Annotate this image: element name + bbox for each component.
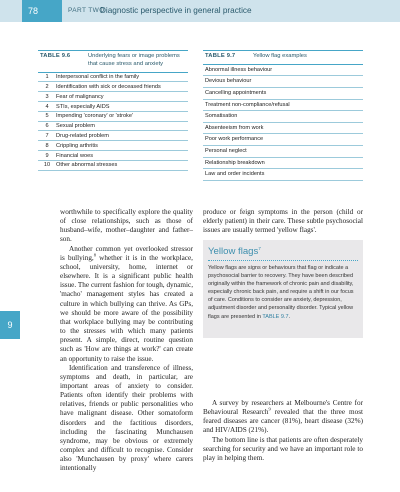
table-label: TABLE 9.7	[205, 53, 236, 59]
row-number: 5	[45, 113, 49, 120]
table-row	[38, 141, 188, 151]
table-reference-link[interactable]: TABLE 9.7	[262, 313, 289, 320]
part-label: PART TWO	[68, 7, 105, 14]
row-text: Impending 'coronary' or 'stroke'	[56, 113, 134, 120]
table-row	[203, 134, 363, 146]
table-9-7	[203, 50, 363, 181]
table-row	[38, 131, 188, 141]
table-row	[38, 82, 188, 92]
row-text: STIs, especially AIDS	[56, 103, 110, 110]
row-text: Interpersonal conflict in the family	[56, 74, 140, 81]
table-title: Underlying fears or image problems that cause stress and anxiety	[88, 53, 180, 67]
row-number: 2	[45, 83, 49, 90]
row-text: Fear of malignancy	[56, 93, 104, 100]
reference-superscript: 8	[93, 252, 96, 258]
row-text: Financial woes	[56, 152, 93, 159]
reference-superscript: 9	[268, 406, 271, 412]
row-text: Crippling arthritis	[56, 142, 98, 149]
table-row	[203, 100, 363, 112]
right-column-text-top	[203, 208, 363, 235]
chapter-title: Diagnostic perspective in general practice	[100, 6, 252, 15]
table-row	[38, 112, 188, 122]
row-number: 6	[45, 123, 49, 130]
table-row	[203, 76, 363, 88]
left-column-text	[60, 208, 193, 474]
table-row	[203, 88, 363, 100]
table-9-6	[38, 50, 188, 171]
text-span: revealed that the three most feared diseases are cancer (81%), heart disease (32%) and HIV/AIDS (21%).	[203, 408, 364, 435]
table-row	[203, 146, 363, 158]
table-row	[203, 65, 363, 77]
running-header	[0, 0, 400, 22]
row-text: Identification with sick or deceased friends	[56, 83, 161, 90]
row-number: 3	[45, 93, 49, 100]
paragraph: Identification and transference of illness, symptoms and death, in particular, are important areas of anxiety to consider. Patients often identify their problems with relatives, friends or public personalities who have malignant disease. Other somatoform disorders and the factitious disorders, including the fascinating Munchausen syndrome, may be obvious or extremely complex and difficult to recognise. Consider also 'Munchausen by proxy' where carers intentionally	[60, 363, 193, 473]
table-row	[38, 73, 188, 83]
text-span: Yellow flags are signs or behaviours that flag or indicate a psychosocial barrier to recovery. They have been described originally within the framework of chronic pain and disability, especially chronic back pain, and require a shift in our focus of care. Conditions to consider are anxiety, depression, adjustment disorder and personality disorder. Typical yellow flags are presented in	[208, 265, 354, 320]
text-span: whether it is in the workplace, school, university, home, internet or elsewhere. It is a significant public health issue. The current fashion for tough, dynamic, 'macho' management styles has created a culture in which bullying can thrive. As GPs, we should be more aware of the possibility that workplace bullying may be contributing to the stresses with which many patients present. A simple, direct, routine question such as 'How are things at work?' can create an opportunity to raise the issue.	[60, 253, 193, 363]
row-number: 7	[45, 132, 49, 139]
text-span: A survey by researchers at Melbourne's Centre for Behavioural Research	[203, 399, 363, 417]
row-text: Other abnormal stresses	[56, 162, 118, 169]
table-row	[203, 158, 363, 170]
reference-superscript: 7	[258, 245, 261, 251]
paragraph	[203, 399, 363, 436]
right-column-text-bottom	[203, 399, 363, 463]
table-header	[203, 50, 363, 65]
row-text: Devious behaviour	[205, 78, 252, 85]
row-text: Treatment non-compliance/refusal	[205, 101, 290, 108]
row-text: Drug-related problem	[56, 132, 109, 139]
row-text: Relationship breakdown	[205, 159, 265, 166]
paragraph	[60, 245, 193, 364]
row-number: 8	[45, 142, 49, 149]
text-span: .	[288, 313, 291, 320]
table-row	[38, 122, 188, 132]
row-text: Abnormal illness behaviour	[205, 66, 273, 73]
box-title-text: Yellow flags	[208, 246, 259, 257]
row-number: 10	[43, 162, 51, 169]
row-text: Sexual problem	[56, 123, 95, 130]
yellow-flags-box	[203, 240, 363, 338]
box-title	[208, 246, 358, 261]
table-header	[38, 50, 188, 73]
table-row	[203, 169, 363, 181]
row-text: Absenteeism from work	[205, 124, 264, 131]
paragraph: The bottom line is that patients are often desperately searching for security and we have an important role to play in helping them.	[203, 435, 363, 462]
table-row	[38, 161, 188, 171]
row-number: 1	[45, 74, 49, 81]
table-label: TABLE 9.6	[40, 53, 71, 59]
text-span: Another common yet overlooked stressor is bullying,	[60, 244, 193, 262]
row-number: 9	[45, 152, 49, 159]
table-rows	[203, 65, 363, 181]
row-text: Poor work performance	[205, 136, 264, 143]
row-text: Personal neglect	[205, 147, 247, 154]
table-row	[203, 123, 363, 135]
table-title: Yellow flag examples	[253, 53, 307, 59]
row-text: Law and order incidents	[205, 171, 265, 178]
row-text: Somatisation	[205, 113, 238, 120]
table-rows	[38, 73, 188, 171]
table-row	[38, 151, 188, 161]
table-row	[203, 111, 363, 123]
table-row	[38, 102, 188, 112]
row-number: 4	[45, 103, 49, 110]
paragraph: worthwhile to specifically explore the quality of close relationships, such as those of husband–wife, mother–daughter and father–son.	[60, 208, 193, 244]
table-row	[38, 92, 188, 102]
row-text: Cancelling appointments	[205, 90, 267, 96]
paragraph: produce or feign symptoms in the person (child or elderly patient) in their care. These subtle psychosocial issues are usually termed 'yellow flags'.	[203, 208, 363, 235]
page-number: 78	[22, 0, 62, 22]
box-text	[208, 264, 358, 321]
chapter-tab: 9	[0, 311, 20, 339]
